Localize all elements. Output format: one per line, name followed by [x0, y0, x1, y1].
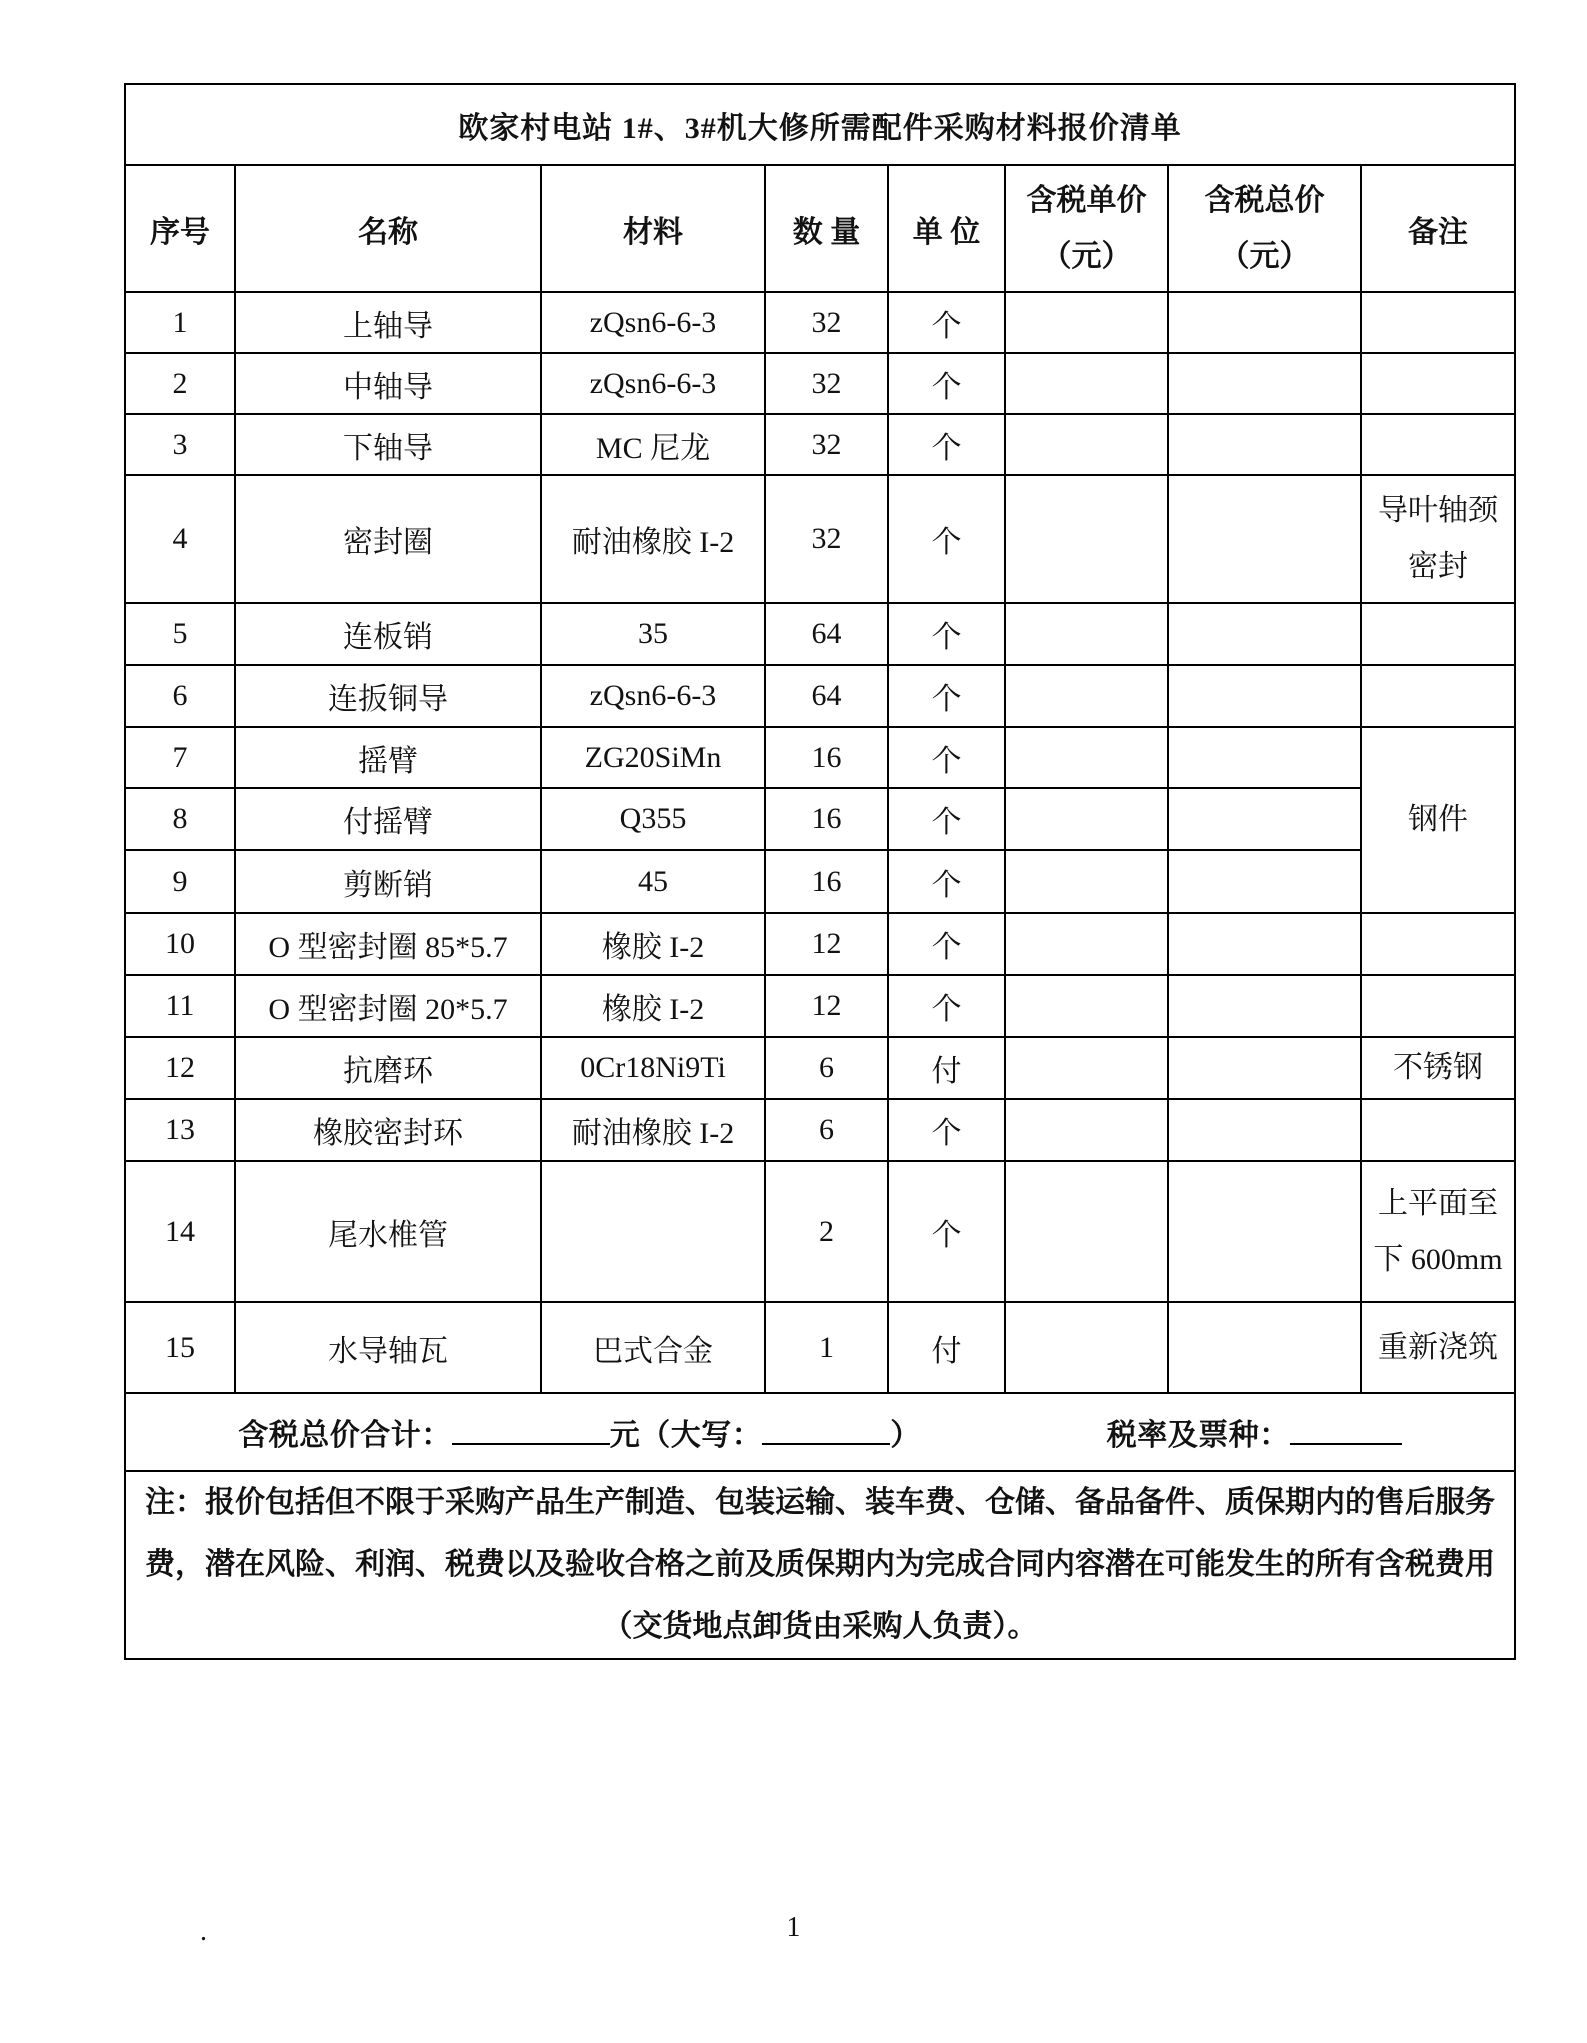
table-row: [125, 1099, 1515, 1161]
cell-material: 橡胶 I-2: [541, 913, 765, 975]
quotation-sheet: [124, 83, 1516, 1660]
cell-no: 13: [125, 1099, 235, 1161]
header-total-price-line1: 含税总价: [1204, 183, 1325, 217]
cell-total-price: [1168, 1037, 1361, 1099]
cell-qty: 6: [765, 1037, 888, 1099]
title-row: [125, 84, 1515, 165]
cell-unit: 个: [888, 913, 1005, 975]
table-row: [125, 788, 1515, 850]
header-total-price-line2: （元）: [1219, 239, 1310, 273]
cell-unit: 个: [888, 292, 1005, 353]
cell-unit: 付: [888, 1037, 1005, 1099]
cell-total-price: [1168, 913, 1361, 975]
cell-no: 6: [125, 665, 235, 727]
cell-material: MC 尼龙: [541, 414, 765, 475]
cell-total-price: [1168, 475, 1361, 603]
header-remark: 备注: [1361, 165, 1515, 292]
cell-unit-price: [1005, 1302, 1168, 1393]
header-unit-price-line2: （元）: [1041, 239, 1132, 273]
cell-name: 摇臂: [235, 727, 541, 788]
table-row: [125, 603, 1515, 665]
cell-total-price: [1168, 414, 1361, 475]
cell-total-price: [1168, 353, 1361, 414]
cell-name: 尾水椎管: [235, 1161, 541, 1302]
cell-remark-merged-steel: 钢件: [1361, 727, 1515, 913]
cell-qty: 32: [765, 414, 888, 475]
header-no: 序号: [125, 165, 235, 292]
cell-unit-price: [1005, 1037, 1168, 1099]
cell-qty: 6: [765, 1099, 888, 1161]
stray-dot-mark: .: [200, 1916, 207, 1947]
totals-close-paren: ）: [890, 1419, 921, 1452]
cell-remark: 重新浇筑: [1361, 1302, 1515, 1393]
header-name: 名称: [235, 165, 541, 292]
cell-material: Q355: [541, 788, 765, 850]
cell-remark: [1361, 665, 1515, 727]
cell-unit: 个: [888, 475, 1005, 603]
cell-total-price: [1168, 727, 1361, 788]
cell-unit: 个: [888, 1099, 1005, 1161]
cell-unit: 个: [888, 603, 1005, 665]
cell-name: 下轴导: [235, 414, 541, 475]
cell-no: 9: [125, 850, 235, 913]
cell-unit-price: [1005, 1161, 1168, 1302]
page-number: 1: [786, 1912, 801, 1943]
cell-total-price: [1168, 1161, 1361, 1302]
header-material: 材料: [541, 165, 765, 292]
cell-no: 7: [125, 727, 235, 788]
table-row: [125, 1161, 1515, 1302]
table-row: [125, 913, 1515, 975]
cell-remark: 不锈钢: [1361, 1037, 1515, 1099]
cell-unit-price: [1005, 665, 1168, 727]
table-row: [125, 727, 1515, 788]
cell-unit-price: [1005, 788, 1168, 850]
cell-qty: 64: [765, 603, 888, 665]
cell-total-price: [1168, 1099, 1361, 1161]
cell-total-price: [1168, 292, 1361, 353]
table-row: [125, 1302, 1515, 1393]
cell-no: 14: [125, 1161, 235, 1302]
cell-total-price: [1168, 788, 1361, 850]
cell-no: 8: [125, 788, 235, 850]
cell-unit: 付: [888, 1302, 1005, 1393]
cell-qty: 32: [765, 292, 888, 353]
cell-material: zQsn6-6-3: [541, 353, 765, 414]
cell-material: zQsn6-6-3: [541, 665, 765, 727]
totals-cell: [125, 1393, 1515, 1471]
cell-total-price: [1168, 1302, 1361, 1393]
cell-name: 上轴导: [235, 292, 541, 353]
cell-qty: 16: [765, 788, 888, 850]
cell-qty: 16: [765, 850, 888, 913]
table-row: [125, 292, 1515, 353]
cell-material: 橡胶 I-2: [541, 975, 765, 1037]
cell-no: 1: [125, 292, 235, 353]
cell-no: 10: [125, 913, 235, 975]
cell-name: 连板销: [235, 603, 541, 665]
cell-material: 0Cr18Ni9Ti: [541, 1037, 765, 1099]
cell-unit: 个: [888, 414, 1005, 475]
cell-unit-price: [1005, 913, 1168, 975]
cell-unit: 个: [888, 727, 1005, 788]
cell-material: 45: [541, 850, 765, 913]
cell-qty: 64: [765, 665, 888, 727]
table-row: [125, 850, 1515, 913]
cell-material: ZG20SiMn: [541, 727, 765, 788]
cell-remark: [1361, 603, 1515, 665]
cell-material: zQsn6-6-3: [541, 292, 765, 353]
cell-qty: 12: [765, 913, 888, 975]
cell-name: 橡胶密封环: [235, 1099, 541, 1161]
tax-type-label: 税率及票种：: [1106, 1419, 1290, 1452]
cell-name: 水导轴瓦: [235, 1302, 541, 1393]
cell-total-price: [1168, 975, 1361, 1037]
table-row: [125, 1037, 1515, 1099]
header-unit-price-line1: 含税单价: [1026, 183, 1147, 217]
totals-yuan-capital-label: 元（大写：: [609, 1419, 763, 1452]
quotation-table: [124, 83, 1516, 1660]
cell-name: 密封圈: [235, 475, 541, 603]
cell-remark: [1361, 1099, 1515, 1161]
cell-name: O 型密封圈 20*5.7: [235, 975, 541, 1037]
cell-unit-price: [1005, 603, 1168, 665]
table-row: [125, 414, 1515, 475]
cell-name: 剪断销: [235, 850, 541, 913]
header-unit: 单 位: [888, 165, 1005, 292]
cell-material: 巴式合金: [541, 1302, 765, 1393]
cell-unit: 个: [888, 1161, 1005, 1302]
cell-no: 3: [125, 414, 235, 475]
note-text: 注：报价包括但不限于采购产品生产制造、包装运输、装车费、仓储、备品备件、质保期内的售后服务费，潜在风险、利润、税费以及验收合格之前及质保期内为完成合同内容潜在可能发生的所有含税费用（交货地点卸货由采购人负责）。: [125, 1471, 1515, 1659]
cell-unit-price: [1005, 975, 1168, 1037]
header-row: [125, 165, 1515, 292]
cell-total-price: [1168, 603, 1361, 665]
document-title: 欧家村电站 1#、3#机大修所需配件采购材料报价清单: [125, 84, 1515, 165]
cell-no: 4: [125, 475, 235, 603]
cell-unit: 个: [888, 975, 1005, 1037]
cell-qty: 32: [765, 475, 888, 603]
cell-qty: 32: [765, 353, 888, 414]
cell-name: 中轴导: [235, 353, 541, 414]
cell-unit: 个: [888, 665, 1005, 727]
cell-total-price: [1168, 665, 1361, 727]
blank-underline-total: [452, 1412, 610, 1446]
cell-qty: 12: [765, 975, 888, 1037]
cell-unit-price: [1005, 850, 1168, 913]
cell-remark: [1361, 975, 1515, 1037]
cell-material: 35: [541, 603, 765, 665]
cell-no: 2: [125, 353, 235, 414]
cell-name: 抗磨环: [235, 1037, 541, 1099]
blank-underline-tax: [1290, 1412, 1402, 1446]
note-row: [125, 1471, 1515, 1659]
header-quantity: 数 量: [765, 165, 888, 292]
cell-total-price: [1168, 850, 1361, 913]
cell-unit: 个: [888, 850, 1005, 913]
table-row: [125, 665, 1515, 727]
cell-no: 5: [125, 603, 235, 665]
cell-qty: 1: [765, 1302, 888, 1393]
cell-remark: [1361, 353, 1515, 414]
cell-unit-price: [1005, 414, 1168, 475]
cell-remark: 导叶轴颈密封: [1361, 475, 1515, 603]
totals-label: 含税总价合计：: [238, 1419, 452, 1452]
table-row: [125, 353, 1515, 414]
totals-row: [125, 1393, 1515, 1471]
cell-material: [541, 1161, 765, 1302]
table-row: [125, 475, 1515, 603]
cell-material: 耐油橡胶 I-2: [541, 1099, 765, 1161]
cell-name: 付摇臂: [235, 788, 541, 850]
blank-underline-capital: [762, 1412, 890, 1446]
cell-no: 15: [125, 1302, 235, 1393]
cell-remark: [1361, 414, 1515, 475]
cell-qty: 2: [765, 1161, 888, 1302]
cell-name: 连扳铜导: [235, 665, 541, 727]
cell-unit-price: [1005, 292, 1168, 353]
table-row: [125, 975, 1515, 1037]
cell-remark: 上平面至下 600mm: [1361, 1161, 1515, 1302]
cell-unit-price: [1005, 1099, 1168, 1161]
header-unit-price: [1005, 165, 1168, 292]
header-total-price: [1168, 165, 1361, 292]
cell-qty: 16: [765, 727, 888, 788]
cell-name: O 型密封圈 85*5.7: [235, 913, 541, 975]
cell-unit-price: [1005, 727, 1168, 788]
cell-no: 11: [125, 975, 235, 1037]
cell-unit-price: [1005, 475, 1168, 603]
cell-unit-price: [1005, 353, 1168, 414]
cell-material: 耐油橡胶 I-2: [541, 475, 765, 603]
cell-unit: 个: [888, 788, 1005, 850]
cell-remark: [1361, 292, 1515, 353]
cell-unit: 个: [888, 353, 1005, 414]
cell-no: 12: [125, 1037, 235, 1099]
cell-remark: [1361, 913, 1515, 975]
